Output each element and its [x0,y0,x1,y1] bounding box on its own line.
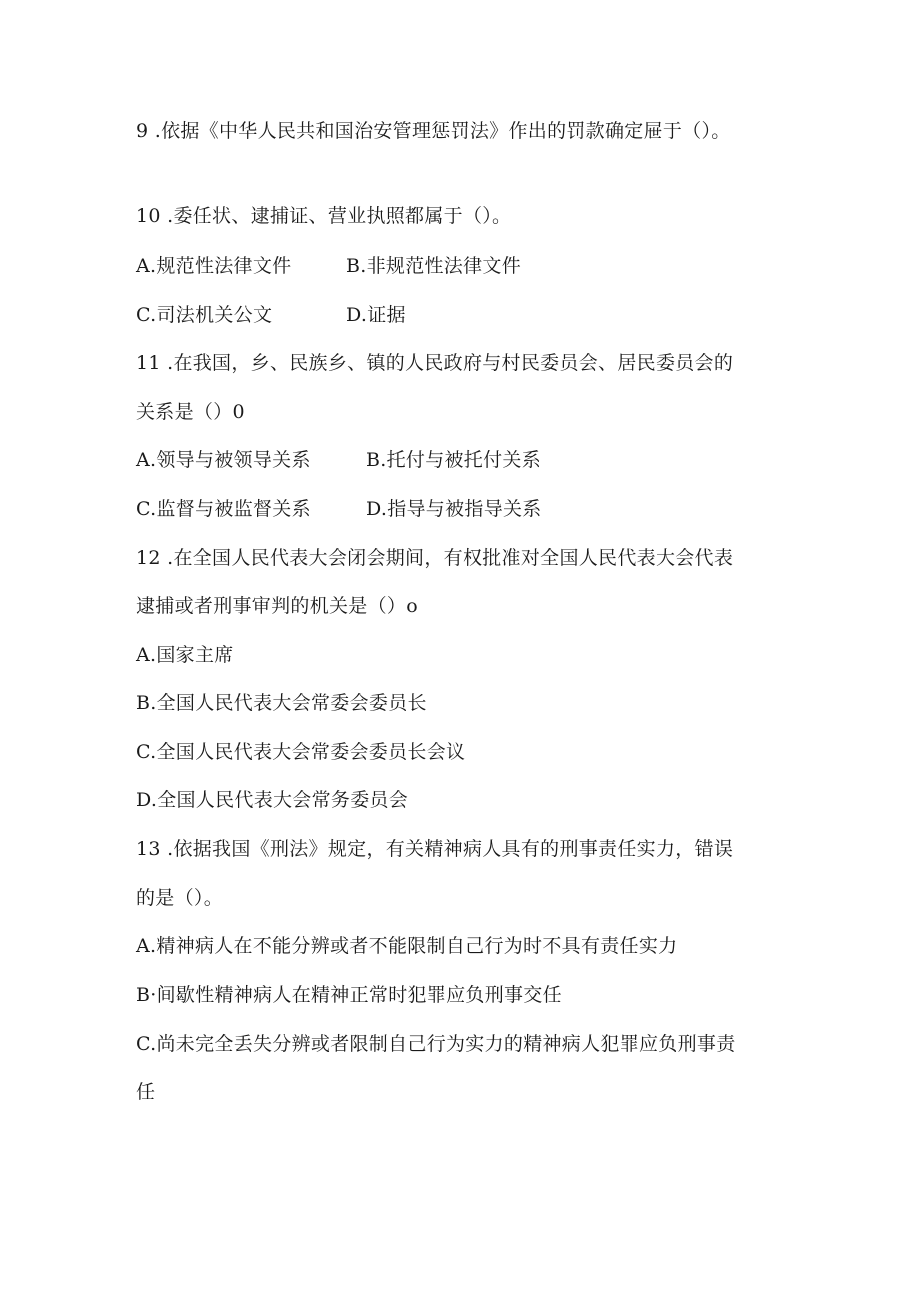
question-12-text-line-2: 逮捕或者刑事审判的机关是（）o [136,595,418,617]
question-11-text-line-2: 关系是（）0 [136,401,245,423]
question-12-text-line-1: 12 .在全国人民代表大会闭会期间，有权批准对全国人民代表大会代表 [136,547,734,569]
question-9-text: 9 .依据《中华人民共和国治安管理惩罚法》作出的罚款确定屉于（）。 [136,120,731,142]
question-11-option-c: C.监督与被监督关系 [136,498,311,520]
question-10-text: 10 .委任状、逮捕证、营业执照都属于（）。 [136,205,512,227]
question-10-option-a: A.规范性法律文件 [136,255,292,277]
question-13-option-c-line-2: 任 [136,1081,156,1103]
question-10-option-c: C.司法机关公文 [136,304,273,326]
question-12-option-d: D.全国人民代表大会常务委员会 [136,789,409,811]
question-10-option-d: D.证据 [346,304,406,326]
question-11-option-b: B.托付与被托付关系 [366,449,542,471]
question-11-text-line-1: 11 .在我国，乡、民族乡、镇的人民政府与村民委员会、居民委员会的 [136,352,734,374]
question-13-text-line-2: 的是（）。 [136,887,224,909]
question-12-option-a: A.国家主席 [136,644,234,666]
question-13-option-c-line-1: C.尚未完全丢失分辨或者限制自己行为实力的精神病人犯罪应负刑事责 [136,1033,736,1055]
question-13-text-line-1: 13 .依据我国《刑法》规定，有关精神病人具有的刑事责任实力，错误 [136,838,734,860]
question-11-option-a: A.领导与被领导关系 [136,449,311,471]
question-11-option-d: D.指导与被指导关系 [366,498,542,520]
question-10-option-b: B.非规范性法律文件 [346,255,522,277]
question-13-option-b: B·间歇性精神病人在精神正常时犯罪应负刑事交任 [136,984,562,1006]
question-12-option-c: C.全国人民代表大会常委会委员长会议 [136,741,466,763]
question-13-option-a: A.精神病人在不能分辨或者不能限制自己行为时不具有责任实力 [136,935,678,957]
question-12-option-b: B.全国人民代表大会常委会委员长 [136,692,427,714]
